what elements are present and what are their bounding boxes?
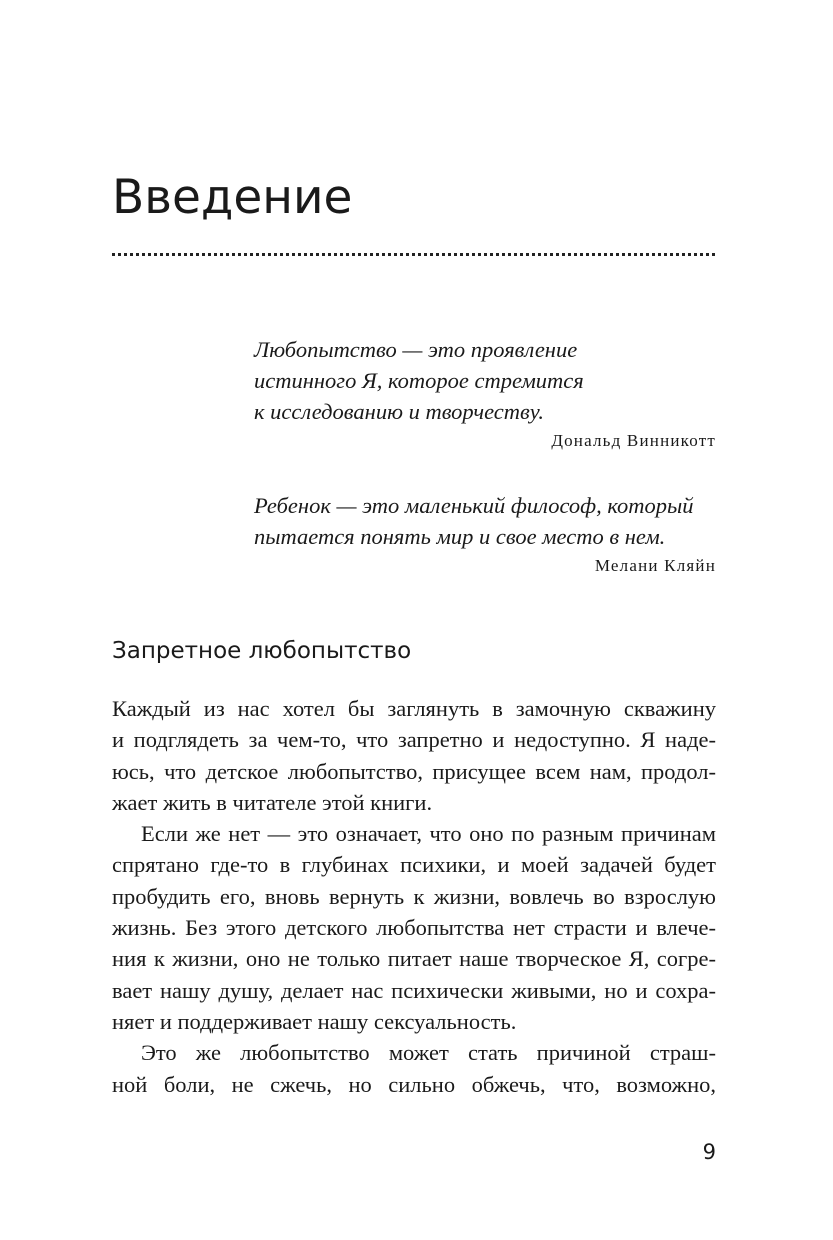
- epigraph: [254, 334, 716, 453]
- paragraph: [112, 1037, 716, 1100]
- paragraph: [112, 818, 716, 1037]
- text-line: Если же нет — это означает, что оно по разным причинам: [141, 821, 716, 847]
- text-line: юсь, что детское любопытство, присущее всем нам, продол-: [112, 758, 716, 784]
- dotted-divider: [112, 253, 715, 256]
- text-line: спрятано где-то в глубинах психики, и моей задачей будет: [112, 852, 716, 878]
- text-line: жает жить в читателе этой книги.: [112, 789, 433, 815]
- text-line: и подглядеть за чем-то, что запретно и недоступно. Я наде-: [112, 727, 716, 753]
- epigraph-line: Любопытство — это проявление: [254, 337, 578, 362]
- chapter-title: Введение: [112, 170, 353, 225]
- text-line: Каждый из нас хотел бы заглянуть в замочную скважину: [112, 696, 716, 721]
- paragraph: [112, 693, 716, 818]
- page-number: 9: [702, 1140, 716, 1164]
- epigraph-author: Мелани Кляйн: [594, 556, 716, 575]
- epigraph-line: Ребенок — это маленький философ, который: [254, 493, 694, 518]
- epigraph-quote: [254, 490, 716, 552]
- epigraph: [254, 490, 716, 578]
- epigraph-line: истинного Я, которое стремится: [254, 368, 584, 393]
- text-line: ной боли, не сжечь, но сильно обжечь, что, возможно,: [112, 1071, 716, 1097]
- text-line: жизнь. Без этого детского любопытства нет страсти и влече-: [112, 915, 716, 941]
- epigraph-quote: [254, 334, 716, 427]
- epigraph-line: к исследованию и творчеству.: [254, 399, 544, 424]
- text-line: вает нашу душу, делает нас психически живыми, но и сохра-: [112, 977, 716, 1003]
- body-text: [112, 693, 716, 1100]
- text-line: ния к жизни, оно не только питает наше творческое Я, согре-: [112, 946, 716, 972]
- epigraph-line: пытается понять мир и свое место в нем.: [254, 524, 666, 549]
- text-line: Это же любопытство может стать причиной страш-: [141, 1040, 716, 1066]
- text-line: пробудить его, вновь вернуть к жизни, вовлечь во взрослую: [112, 883, 716, 909]
- epigraph-author: Дональд Винникотт: [551, 431, 716, 450]
- section-heading: Запретное любопытство: [112, 638, 412, 664]
- text-line: няет и поддерживает нашу сексуальность.: [112, 1008, 517, 1034]
